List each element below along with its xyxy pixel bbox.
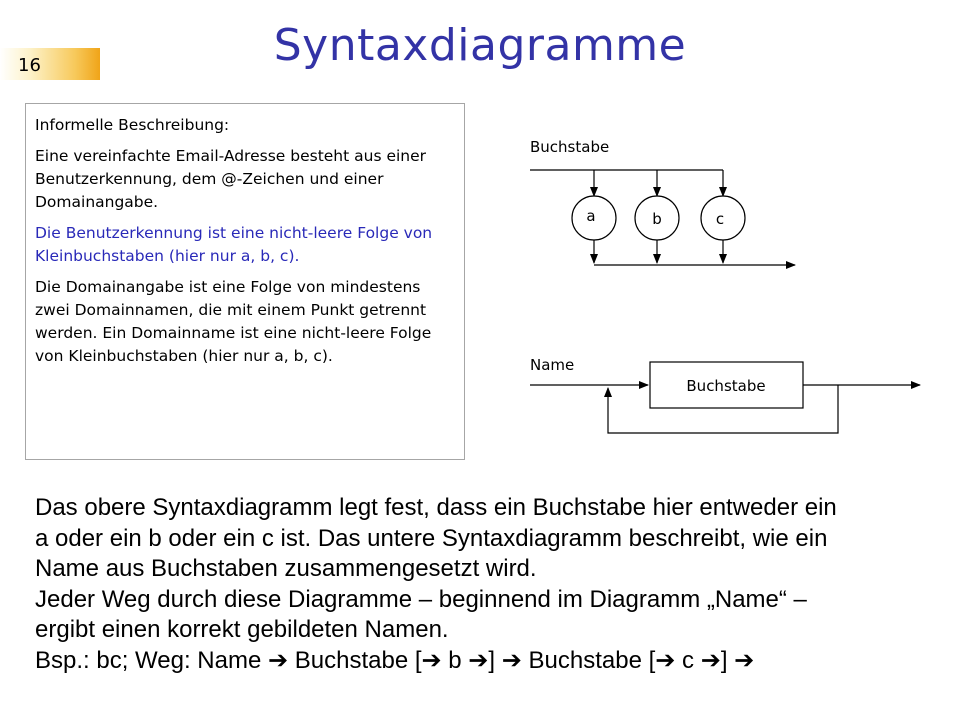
page-title: Syntaxdiagramme — [273, 20, 687, 71]
description-paragraph-email: Eine vereinfachte Email-Adresse besteht aus einer Benutzerkennung, dem @-Zeichen und einer Domainangabe. — [35, 147, 427, 211]
explanation-line: Jeder Weg durch diese Diagramme – beginnend im Diagramm „Name“ – — [35, 585, 807, 613]
diagram-name-label: Name — [530, 356, 575, 374]
informal-description-box — [25, 103, 465, 460]
description-paragraph-domain: Die Domainangabe ist eine Folge von mindestens zwei Domainnamen, die mit einem Punkt getrennt werden. Ein Domainname ist eine nicht-leere Folge von Kleinbuchstaben (hier nur a, b, c). — [35, 278, 432, 365]
explanation-line: Das obere Syntaxdiagramm legt fest, dass ein Buchstabe hier entweder ein — [35, 494, 837, 521]
explanation-line: a oder ein b oder ein c ist. Das untere Syntaxdiagramm beschreibt, wie ein — [35, 524, 828, 552]
syntax-diagrams — [500, 120, 940, 460]
diagram-name — [530, 356, 920, 433]
slide-number: 16 — [18, 55, 41, 76]
description-paragraph-user: Die Benutzerkennung ist eine nicht-leere Folge von Kleinbuchstaben (hier nur a, b, c). — [35, 224, 433, 265]
explanation-text — [35, 493, 935, 676]
diagram-buchstabe — [530, 138, 795, 265]
buchstabe-box-label: Buchstabe — [686, 377, 766, 395]
example-path-line: Bsp.: bc; Weg: Name ➔ Buchstabe [➔ b ➔] ➔ Buchstabe [➔ c ➔] ➔ — [35, 646, 755, 674]
description-heading: Informelle Beschreibung: — [35, 116, 230, 134]
diagram-buchstabe-label: Buchstabe — [530, 138, 610, 156]
explanation-line: ergibt einen korrekt gebildeten Namen. — [35, 616, 449, 643]
option-c-label: c — [715, 210, 725, 228]
option-a-label: a — [586, 207, 596, 225]
option-b-label: b — [652, 210, 662, 228]
explanation-line: Name aus Buchstaben zusammengesetzt wird. — [35, 555, 537, 582]
